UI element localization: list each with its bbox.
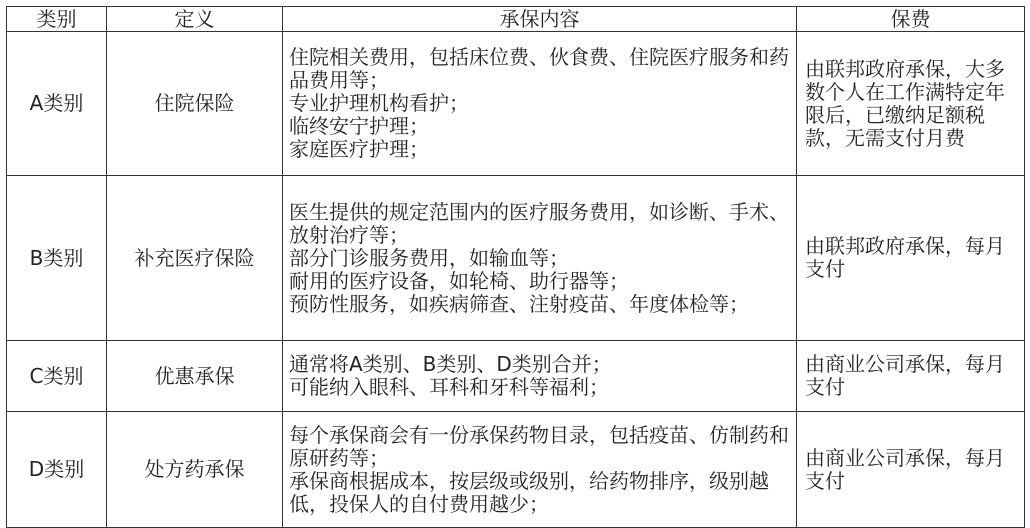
header-premium: 保费 — [797, 7, 1025, 32]
header-row — [7, 7, 1025, 32]
category-cell: B类别 — [7, 176, 107, 341]
coverage-item: 专业护理机构看护； — [289, 91, 469, 115]
premium-cell: 由商业公司承保，每月支付 — [797, 412, 1025, 528]
premium-cell: 由联邦政府承保，大多数个人在工作满特定年限后，已缴纳足额税款，无需支付月费 — [797, 32, 1025, 176]
coverage-item: 承保商根据成本，按层级或级别，给药物排序，级别越低，投保人的自付费用越少； — [289, 468, 769, 516]
coverage-item: 临终安宁护理； — [289, 114, 429, 138]
coverage-item: 预防性服务，如疾病筛查、注射疫苗、年度体检等； — [289, 291, 749, 316]
table-row — [7, 341, 1025, 412]
premium-cell: 由联邦政府承保，每月支付 — [797, 176, 1025, 341]
definition-cell: 优惠承保 — [107, 341, 283, 412]
definition-cell: 处方药承保 — [107, 412, 283, 528]
category-cell: D类别 — [7, 412, 107, 528]
coverage-item: 部分门诊服务费用，如输血等； — [289, 245, 569, 270]
coverage-item: 耐用的医疗设备，如轮椅、助行器等； — [289, 268, 629, 293]
coverage-item: 医生提供的规定范围内的医疗服务费用，如诊断、手术、放射治疗等； — [289, 199, 789, 247]
coverage-item: 家庭医疗护理； — [289, 137, 429, 161]
coverage-item: 通常将A类别、B类别、D类别合并； — [289, 352, 612, 376]
table-row — [7, 32, 1025, 176]
definition-cell: 住院保险 — [107, 32, 283, 176]
medicare-coverage-table — [6, 6, 1025, 528]
header-definition: 定义 — [107, 7, 283, 32]
table-row — [7, 412, 1025, 528]
category-cell: C类别 — [7, 341, 107, 412]
coverage-cell — [283, 32, 797, 176]
category-cell: A类别 — [7, 32, 107, 176]
table-row — [7, 176, 1025, 341]
definition-cell: 补充医疗保险 — [107, 176, 283, 341]
coverage-item: 住院相关费用，包括床位费、伙食费、住院医疗服务和药品费用等； — [289, 45, 789, 92]
coverage-cell — [283, 341, 797, 412]
header-coverage: 承保内容 — [283, 7, 797, 32]
premium-cell: 由商业公司承保，每月支付 — [797, 341, 1025, 412]
coverage-cell — [283, 412, 797, 528]
header-category: 类别 — [7, 7, 107, 32]
coverage-item: 可能纳入眼科、耳科和牙科等福利； — [289, 375, 609, 399]
coverage-item: 每个承保商会有一份承保药物目录，包括疫苗、仿制药和原研药等； — [289, 422, 789, 470]
coverage-cell — [283, 176, 797, 341]
